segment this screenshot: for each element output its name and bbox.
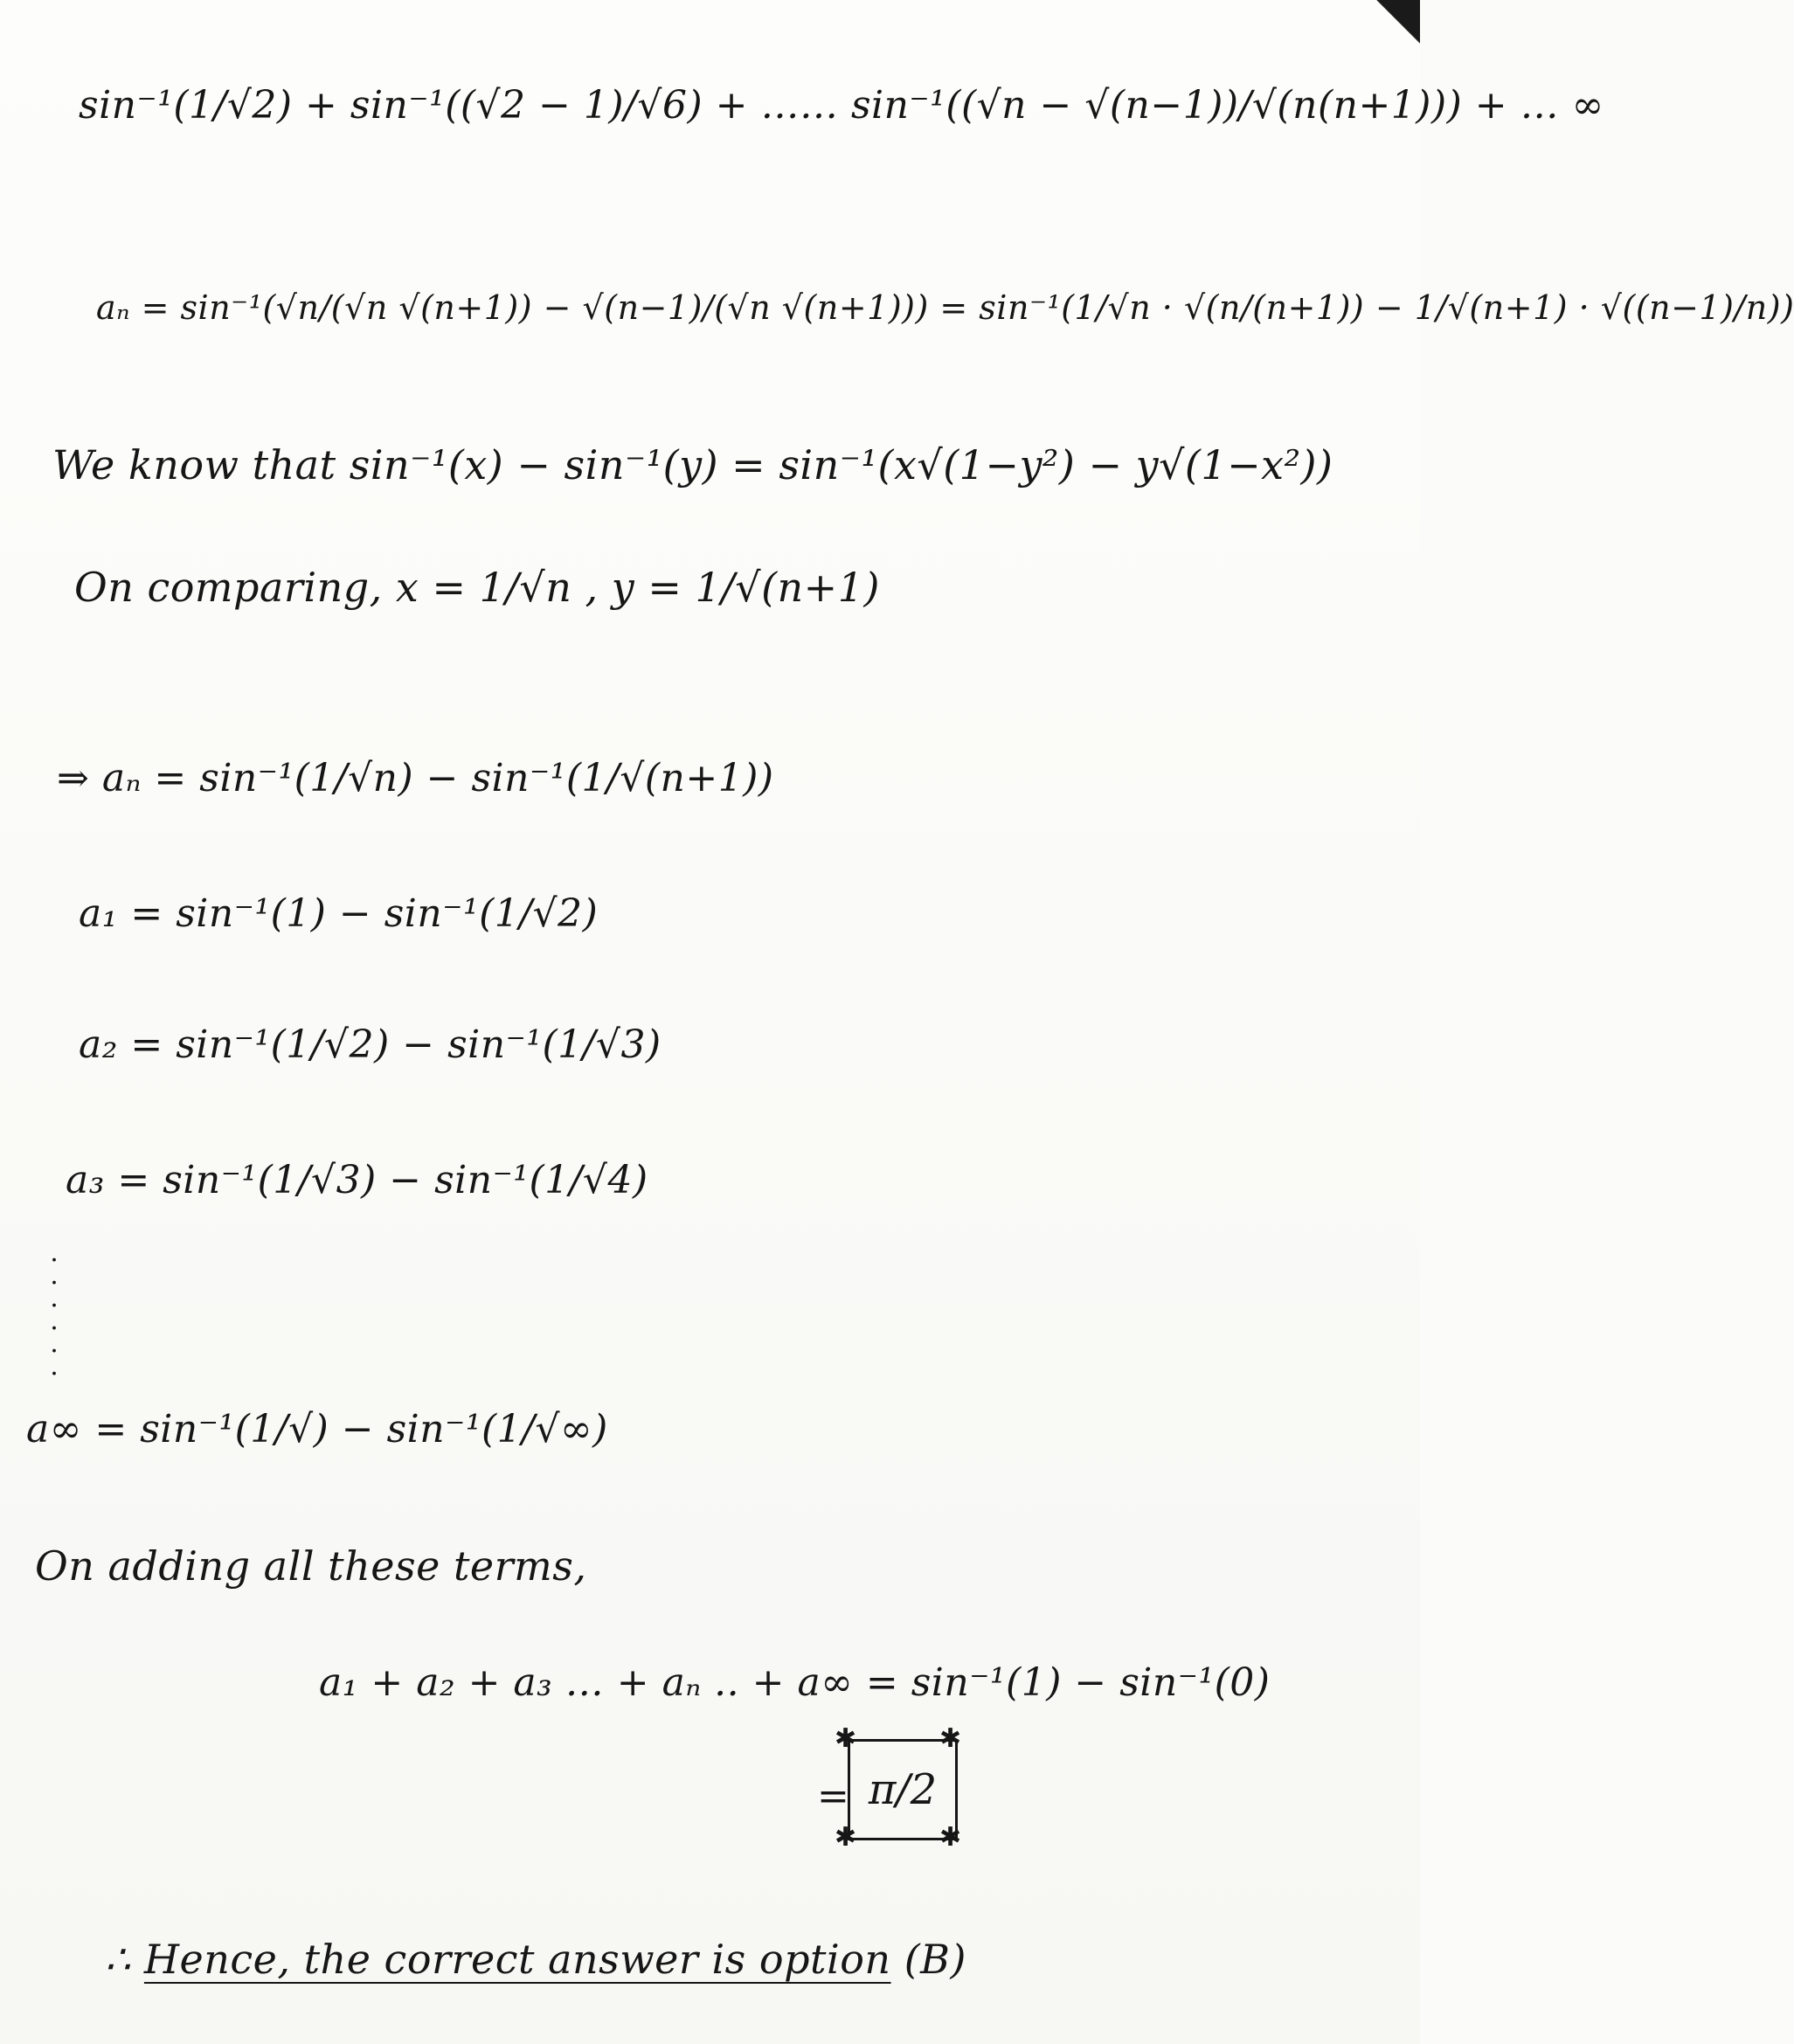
- identity-statement: We know that sin⁻¹(x) − sin⁻¹(y) = sin⁻¹(x√(1−y²) − y√(1−x²)): [52, 441, 1333, 488]
- star-mark-top-right: ✱: [939, 1723, 962, 1754]
- answer-equals: =: [817, 1774, 850, 1819]
- term-a2: a₂ = sin⁻¹(1/√2) − sin⁻¹(1/√3): [79, 1022, 661, 1067]
- term-a1: a₁ = sin⁻¹(1) − sin⁻¹(1/√2): [79, 891, 599, 936]
- general-term-expression: aₙ = sin⁻¹(√n/(√n √(n+1)) − √(n−1)/(√n √(n+1))) = sin⁻¹(1/√n · √(n/(n+1)) − 1/√(n+1) · √((n−1)/n)): [96, 288, 1794, 327]
- term-a3: a₃ = sin⁻¹(1/√3) − sin⁻¹(1/√4): [66, 1158, 648, 1202]
- conclusion-option: (B): [904, 1936, 966, 1983]
- final-answer-box: π/2: [848, 1739, 958, 1840]
- star-mark-bottom-left: ✱: [835, 1822, 857, 1853]
- page-corner-shadow: [1359, 0, 1420, 61]
- therefore-symbol: ∴: [105, 1936, 131, 1983]
- series-expression: sin⁻¹(1/√2) + sin⁻¹((√2 − 1)/√6) + …… sin⁻¹((√n − √(n−1))/√(n(n+1))) + … ∞: [79, 83, 1604, 128]
- star-mark-bottom-right: ✱: [939, 1822, 962, 1853]
- vertical-ellipsis: · · · · · ·: [50, 1245, 59, 1389]
- adding-statement: On adding all these terms,: [35, 1542, 587, 1590]
- comparing-statement: On comparing, x = 1/√n , y = 1/√(n+1): [74, 564, 880, 611]
- general-term-result: ⇒ aₙ = sin⁻¹(1/√n) − sin⁻¹(1/√(n+1)): [57, 756, 774, 800]
- sum-expression: a₁ + a₂ + a₃ … + aₙ .. + a∞ = sin⁻¹(1) − sin⁻¹(0): [319, 1660, 1271, 1705]
- term-a-infinity: a∞ = sin⁻¹(1/√) − sin⁻¹(1/√∞): [26, 1407, 608, 1452]
- star-mark-top-left: ✱: [835, 1723, 857, 1754]
- conclusion-text: Hence, the correct answer is option: [143, 1936, 891, 1983]
- conclusion-line: [105, 1936, 966, 1983]
